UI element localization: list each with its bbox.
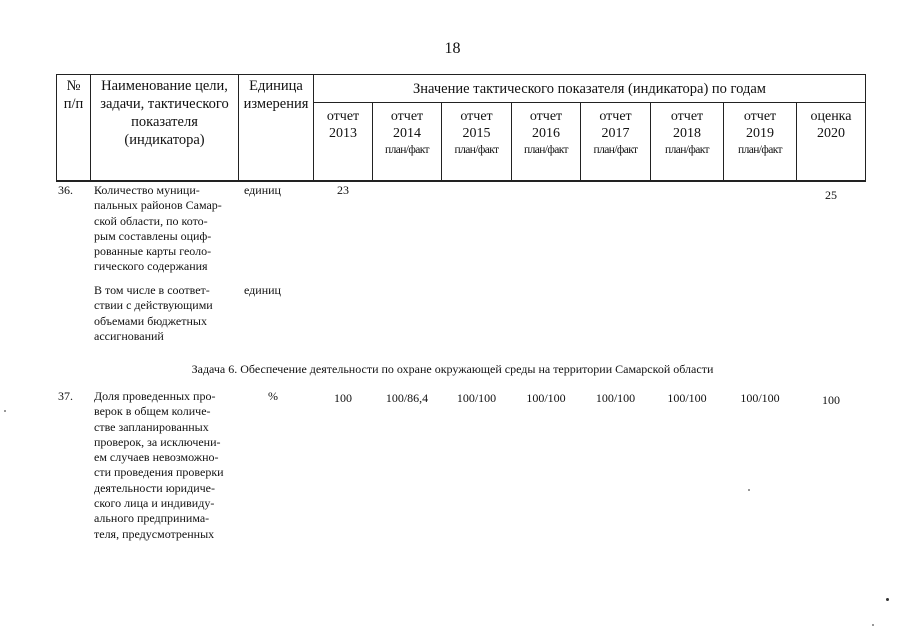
header-year-2019: отчет 2019 план/факт xyxy=(738,109,782,156)
value-2014: 100/86,4 xyxy=(385,391,429,405)
header-no: № п/п xyxy=(63,78,84,112)
header-year-2020: оценка 2020 xyxy=(810,109,852,141)
value-2019: 100/100 xyxy=(740,391,780,405)
value-2018: 100/100 xyxy=(667,391,707,405)
header-year-2017: отчет 2017 план/факт xyxy=(593,109,638,156)
row-indicator-name: Количество муници- пальных районов Самар- ской области, по кото- рым составлены оциф- рованные карты геоло- гического содержания xyxy=(94,183,222,274)
scan-speck xyxy=(748,489,750,491)
scan-speck xyxy=(4,410,6,412)
header-year-2013: отчет 2013 xyxy=(326,109,360,141)
value-2013: 23 xyxy=(337,183,349,197)
row-indicator-name: В том числе в соответ- ствии с действующими объемами бюджетных ассигнований xyxy=(94,283,213,343)
row-unit: % xyxy=(268,389,278,403)
row-indicator-name: Доля проведенных про- верок в общем количе- стве запланированных проверок, за исключени- ем случаев невозможно- сти проведения проверки деятельности юридиче- ского лица и индивиду- ального предпринима- теля, предусмотренных xyxy=(94,389,224,541)
row-number: 37. xyxy=(58,389,73,403)
header-unit: Единица измерения xyxy=(243,78,309,112)
scan-speck xyxy=(886,598,889,601)
header-year-2018: отчет 2018 план/факт xyxy=(665,109,709,156)
header-values-title: Значение тактического показателя (индикатора) по годам xyxy=(413,81,766,97)
page-number: 18 xyxy=(444,40,461,57)
value-2016: 100/100 xyxy=(526,391,566,405)
scan-speck xyxy=(872,624,874,626)
row-unit: единиц xyxy=(244,183,281,197)
row-unit: единиц xyxy=(244,283,281,297)
header-year-2015: отчет 2015 план/факт xyxy=(454,109,499,156)
value-2013: 100 xyxy=(334,391,352,405)
header-year-2016: отчет 2016 план/факт xyxy=(524,109,568,156)
value-2015: 100/100 xyxy=(456,391,497,405)
row-number: 36. xyxy=(58,183,73,197)
value-2020: 25 xyxy=(825,188,837,202)
value-2020: 100 xyxy=(822,393,840,407)
value-2017: 100/100 xyxy=(595,391,636,405)
header-year-2014: отчет 2014 план/факт xyxy=(385,109,429,156)
task-heading: Задача 6. Обеспечение деятельности по охране окружающей среды на территории Самарской области xyxy=(191,362,714,376)
header-name: Наименование цели, задачи, тактического показателя (индикатора) xyxy=(100,78,229,148)
